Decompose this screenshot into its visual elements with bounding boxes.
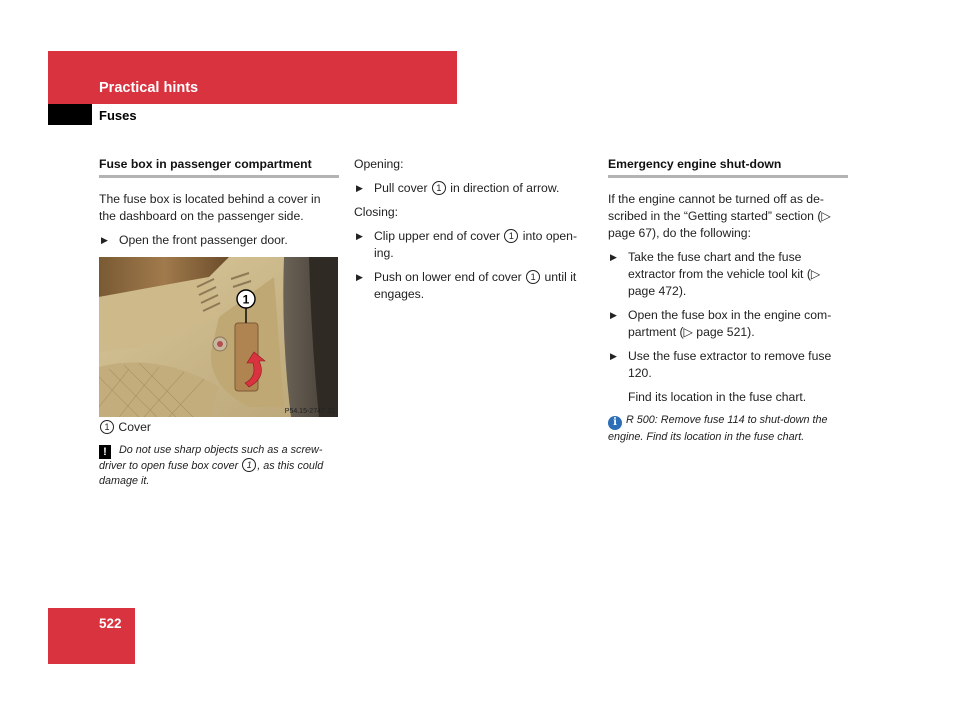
column-right [608, 156, 848, 445]
intro-paragraph: The fuse box is located behind a cover in the dashboard on the passenger side. [99, 192, 321, 223]
bullet-triangle-icon: ▶ [356, 183, 363, 193]
info-icon: i [608, 416, 622, 430]
bullet-triangle-icon: ▶ [101, 235, 108, 245]
step-remove-fuse: ▶ Use the fuse extractor to remove fuse 120. [610, 349, 832, 380]
fuse-box-cover-photo [99, 257, 338, 417]
section-heading-fuse-box: Fuse box in passenger compartment [99, 156, 339, 178]
section-heading-emergency: Emergency engine shut-down [608, 156, 848, 178]
page-number: 522 [99, 616, 122, 631]
bullet-triangle-icon: ▶ [356, 231, 363, 241]
header-band [48, 51, 457, 104]
fuse-chart-note: Find its location in the fuse chart. [628, 390, 807, 404]
photo-callout-number: 1 [242, 292, 250, 307]
step-push-cover: ▶ Push on lower end of cover 1 until it engages. [356, 270, 577, 301]
step-take-fuse-chart: ▶ Take the fuse chart and the fuse extractor from the vehicle tool kit (▷ page 472). [610, 250, 821, 298]
bullet-triangle-icon: ▶ [610, 252, 617, 262]
step-open-engine-fuse-box: ▶ Open the fuse box in the engine com-partment (▷ page 521). [610, 308, 832, 339]
info-note: i R 500: Remove fuse 114 to shut-down the engine. Find its location in the fuse chart. [608, 414, 828, 443]
header-tab-marker [48, 104, 92, 125]
bullet-triangle-icon: ▶ [610, 310, 617, 320]
warning-note: ! Do not use sharp objects such as a screw-driver to open fuse box cover 1 , as this could damage it. [99, 444, 324, 487]
bullet-triangle-icon: ▶ [610, 351, 617, 361]
opening-label: Opening: [354, 157, 404, 171]
chapter-title: Practical hints [99, 80, 199, 96]
bullet-triangle-icon: ▶ [356, 272, 363, 282]
image-reference-code: P54.15-2747-31 [284, 408, 335, 415]
page-number-tab [48, 608, 135, 664]
column-left [99, 156, 339, 489]
step-open-door: ▶ Open the front passenger door. [101, 233, 288, 247]
figure-caption: 1 Cover [99, 419, 339, 436]
step-pull-cover: ▶ Pull cover 1 in direction of arrow. [356, 181, 560, 195]
closing-label: Closing: [354, 205, 399, 219]
emergency-intro: If the engine cannot be turned off as de-scribed in the “Getting started” section (▷ page 67), do the following: [608, 192, 831, 240]
section-title: Fuses [99, 108, 137, 123]
warning-icon: ! [99, 445, 111, 459]
column-middle [354, 156, 588, 310]
step-clip-cover: ▶ Clip upper end of cover 1 into open-ing. [356, 229, 577, 260]
